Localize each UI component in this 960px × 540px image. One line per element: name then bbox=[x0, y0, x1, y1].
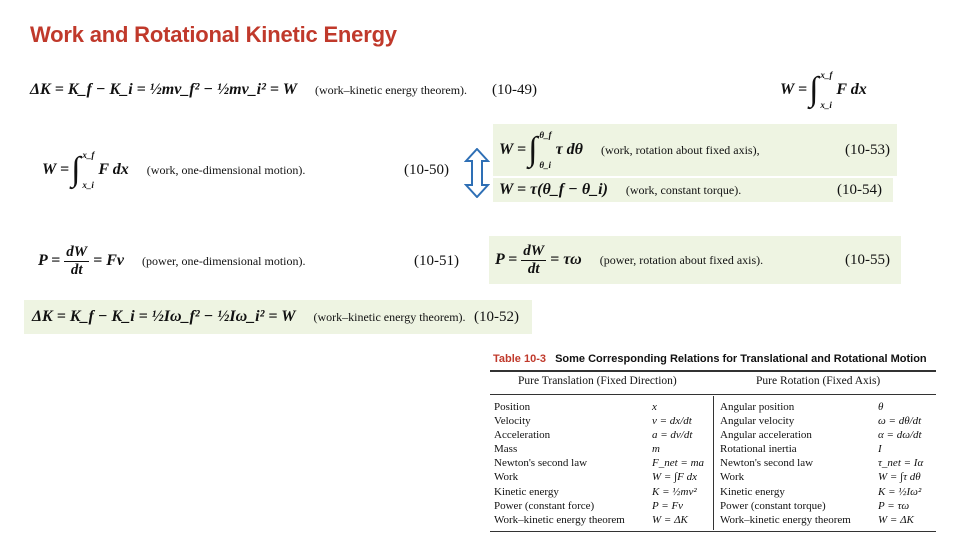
equation-lhs: W = bbox=[780, 81, 808, 98]
integrand: τ dθ bbox=[555, 141, 583, 158]
rotation-quantity: Angular velocity bbox=[720, 415, 795, 428]
equation-work-integral-top bbox=[780, 66, 867, 114]
rotation-names-column bbox=[720, 400, 851, 527]
rotation-quantity: Rotational inertia bbox=[720, 443, 797, 456]
rotation-relation: P = τω bbox=[878, 499, 910, 512]
equation-rhs: = Fv bbox=[93, 252, 125, 269]
integral-sign: ∫ bbox=[528, 131, 538, 168]
translation-relation: W = ΔK bbox=[652, 513, 688, 526]
equation-rhs: = τω bbox=[550, 251, 582, 268]
rotation-quantity: Work bbox=[720, 471, 745, 484]
translation-names-column bbox=[494, 400, 625, 527]
table-header-translation: Pure Translation (Fixed Direction) bbox=[518, 375, 677, 387]
equation-description: (work, one-dimensional motion). bbox=[146, 162, 306, 177]
equation-lhs: W = bbox=[42, 161, 70, 178]
equation-number: (10-50) bbox=[404, 161, 449, 178]
table-header-rule bbox=[490, 394, 936, 395]
translation-relation: v = dx/dt bbox=[652, 415, 692, 428]
table-column-divider bbox=[713, 396, 714, 530]
equation-math: ΔK = K_f − K_i = ½Iω_f² − ½Iω_i² = W bbox=[32, 308, 296, 325]
rotation-relation: ω = dθ/dt bbox=[878, 415, 922, 428]
equation-number: (10-53) bbox=[845, 141, 890, 158]
equation-math: ΔK = K_f − K_i = ½mv_f² − ½mv_i² = W bbox=[30, 81, 297, 98]
rotation-relation: K = ½Iω² bbox=[878, 485, 922, 498]
rotation-relation: θ bbox=[878, 401, 884, 413]
rotation-quantity: Power (constant torque) bbox=[720, 499, 826, 512]
translation-quantity: Position bbox=[494, 401, 531, 413]
equation-number: (10-49) bbox=[492, 81, 537, 98]
equation-description: (work, rotation about fixed axis), bbox=[600, 142, 760, 157]
rotation-quantity: Work–kinetic energy theorem bbox=[720, 513, 851, 526]
equation-description: (work, constant torque). bbox=[625, 182, 742, 197]
equation-description: (work–kinetic energy theorem). bbox=[314, 82, 468, 97]
equation-description: (power, one-dimensional motion). bbox=[142, 253, 306, 268]
integrand: F dx bbox=[836, 81, 867, 98]
translation-quantity: Power (constant force) bbox=[494, 499, 595, 512]
fraction-denominator: dt bbox=[527, 260, 540, 277]
slide-title: Work and Rotational Kinetic Energy bbox=[30, 22, 397, 47]
double-arrow-icon bbox=[464, 148, 490, 198]
table-caption-text: Some Corresponding Relations for Translational and Rotational Motion bbox=[555, 353, 927, 365]
translation-quantity: Work bbox=[494, 471, 519, 484]
rotation-relation: I bbox=[878, 443, 882, 456]
integral bbox=[69, 150, 129, 190]
rotation-quantity: Newton's second law bbox=[720, 457, 814, 470]
translation-quantity: Newton's second law bbox=[494, 457, 588, 470]
integral-lower-limit: x_i bbox=[820, 100, 832, 110]
rotation-quantity: Angular position bbox=[720, 401, 795, 413]
table-top-rule bbox=[490, 370, 936, 372]
integral bbox=[807, 70, 867, 110]
rotation-quantity: Angular acceleration bbox=[720, 429, 812, 442]
equation-10-49 bbox=[30, 78, 550, 102]
translation-quantity: Work–kinetic energy theorem bbox=[494, 513, 625, 526]
translation-quantity: Velocity bbox=[494, 415, 531, 428]
equation-10-55 bbox=[489, 236, 901, 284]
integrand: F dx bbox=[98, 161, 129, 178]
translation-symbols-column bbox=[652, 400, 704, 527]
rotation-relation: W = ΔK bbox=[878, 513, 914, 526]
fraction-numerator: dW bbox=[523, 243, 545, 259]
rotation-relation: τ_net = Iα bbox=[878, 457, 924, 470]
relations-table bbox=[490, 370, 936, 532]
integral-upper-limit: θ_f bbox=[539, 130, 552, 140]
rotation-symbols-column bbox=[878, 400, 923, 527]
table-header-rotation: Pure Rotation (Fixed Axis) bbox=[756, 375, 881, 387]
translation-quantity: Kinetic energy bbox=[494, 485, 559, 498]
equation-10-54 bbox=[493, 178, 893, 202]
equation-number: (10-51) bbox=[414, 252, 459, 269]
translation-relation: K = ½mv² bbox=[652, 485, 697, 498]
translation-relation: W = ∫F dx bbox=[652, 471, 697, 484]
translation-relation: P = Fv bbox=[652, 499, 684, 512]
equation-lhs: P = bbox=[495, 251, 518, 268]
table-tag: Table 10-3 bbox=[493, 353, 546, 365]
table-bottom-rule bbox=[490, 531, 936, 532]
equation-number: (10-55) bbox=[845, 251, 890, 268]
equation-lhs: P = bbox=[38, 252, 61, 269]
table-caption bbox=[493, 353, 927, 365]
equation-number: (10-54) bbox=[837, 181, 882, 198]
equation-math: W = τ(θ_f − θ_i) bbox=[499, 181, 608, 198]
integral-lower-limit: x_i bbox=[82, 180, 94, 190]
integral-lower-limit: θ_i bbox=[539, 160, 552, 170]
integral bbox=[526, 130, 583, 170]
translation-quantity: Acceleration bbox=[494, 429, 551, 442]
integral-upper-limit: x_f bbox=[82, 150, 95, 160]
equation-number: (10-52) bbox=[474, 308, 519, 325]
integral-sign: ∫ bbox=[71, 151, 81, 188]
equation-description: (power, rotation about fixed axis). bbox=[599, 252, 764, 267]
rotation-relation: α = dω/dt bbox=[878, 429, 922, 442]
translation-relation: F_net = ma bbox=[652, 457, 705, 470]
equation-10-52 bbox=[24, 300, 532, 334]
equation-10-53 bbox=[493, 124, 897, 176]
equation-description: (work–kinetic energy theorem). bbox=[313, 309, 466, 324]
fraction bbox=[64, 244, 89, 278]
equation-lhs: W = bbox=[499, 141, 527, 158]
integral-upper-limit: x_f bbox=[820, 70, 833, 80]
translation-relation: x bbox=[652, 401, 657, 413]
rotation-quantity: Kinetic energy bbox=[720, 485, 785, 498]
translation-quantity: Mass bbox=[494, 443, 518, 456]
fraction-numerator: dW bbox=[66, 244, 88, 260]
equation-10-51 bbox=[38, 238, 468, 284]
translation-relation: a = dv/dt bbox=[652, 429, 693, 442]
integral-sign: ∫ bbox=[809, 71, 819, 108]
translation-relation: m bbox=[652, 443, 660, 456]
rotation-relation: W = ∫τ dθ bbox=[878, 471, 921, 484]
fraction-denominator: dt bbox=[70, 261, 83, 278]
fraction bbox=[521, 243, 546, 277]
equation-10-50 bbox=[42, 146, 462, 194]
